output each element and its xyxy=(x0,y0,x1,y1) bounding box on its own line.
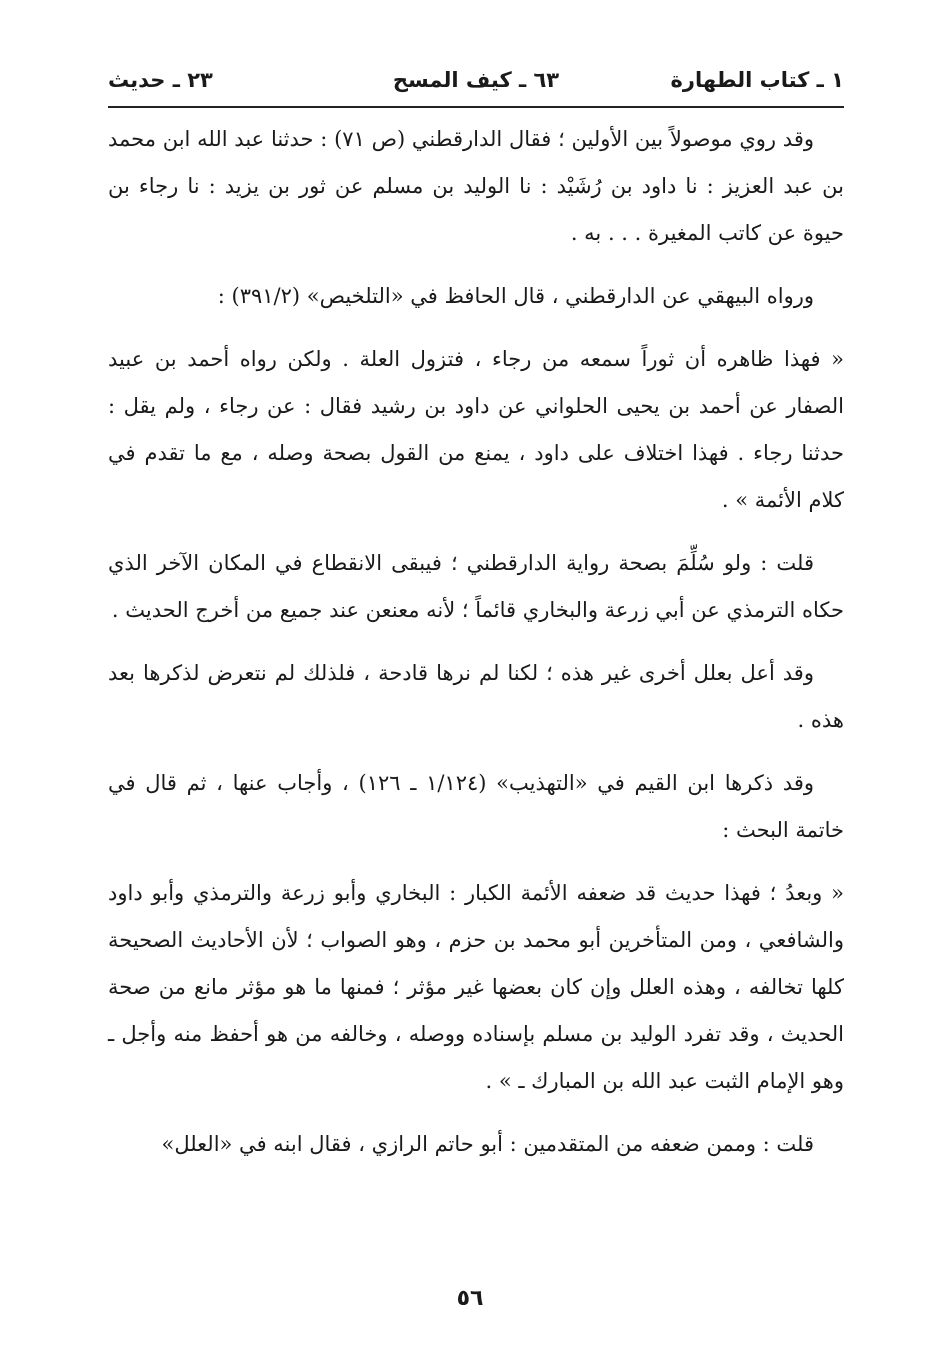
header-hadith-number: ٢٣ ـ حديث xyxy=(108,68,213,92)
running-header xyxy=(108,68,844,104)
paragraph-8: قلت : وممن ضعفه من المتقدمين : أبو حاتم الرازي ، فقال ابنه في «العلل» xyxy=(161,1132,814,1156)
paragraph-5: وقد أعل بعلل أخرى غير هذه ؛ لكنا لم نرها قادحة ، فلذلك لم نتعرض لذكرها بعد هذه . xyxy=(108,661,844,732)
header-section: ٦٣ ـ كيف المسح xyxy=(392,68,560,92)
page-body xyxy=(108,116,844,1184)
paragraph-6: وقد ذكرها ابن القيم في «التهذيب» (١/١٢٤ ـ ١٢٦) ، وأجاب عنها ، ثم قال في خاتمة البحث : xyxy=(108,771,844,842)
header-book-chapter: ١ ـ كتاب الطهارة xyxy=(670,68,844,92)
paragraph-1: وقد روي موصولاً بين الأولين ؛ فقال الدارقطني (ص ٧١) : حدثنا عبد الله ابن محمد بن عبد العزيز : نا داود بن رُشَيْد : نا الوليد بن مسلم عن ثور بن يزيد : نا رجاء بن حيوة عن كاتب المغيرة . . . به . xyxy=(108,127,844,245)
page-number: ٥٦ xyxy=(456,1286,484,1311)
quote-talkhis: « فهذا ظاهره أن ثوراً سمعه من رجاء ، فتزول العلة . ولكن رواه أحمد بن عبيد الصفار عن أحمد بن يحيى الحلواني عن داود بن رشيد فقال : عن رجاء ، ولم يقل : حدثنا رجاء . فهذا اختلاف على داود ، يمنع من القول بصحة وصله ، مع ما تقدم في كلام الأئمة » . xyxy=(108,347,844,512)
paragraph-2: ورواه البيهقي عن الدارقطني ، قال الحافظ في «التلخيص» (٣٩١/٢) : xyxy=(217,284,814,308)
header-divider xyxy=(108,106,844,108)
paragraph-4: قلت : ولو سُلِّمَ بصحة رواية الدارقطني ؛ فيبقى الانقطاع في المكان الآخر الذي حكاه الترمذي عن أبي زرعة والبخاري قائماً ؛ لأنه معنعن عند جميع من أخرج الحديث . xyxy=(108,551,844,622)
quote-ibn-qayyim: « وبعدُ ؛ فهذا حديث قد ضعفه الأئمة الكبار : البخاري وأبو زرعة والترمذي وأبو داود والشافعي ، ومن المتأخرين أبو محمد بن حزم ، وهو الصواب ؛ لأن الأحاديث الصحيحة كلها تخالفه ، وهذه العلل وإن كان بعضها غير مؤثر ؛ فمنها ما هو مؤثر مانع من صحة الحديث ، وقد تفرد الوليد بن مسلم بإسناده ووصله ، وخالفه من هو أحفظ منه وأجل ـ وهو الإمام الثبت عبد الله بن المبارك ـ » . xyxy=(108,881,844,1093)
